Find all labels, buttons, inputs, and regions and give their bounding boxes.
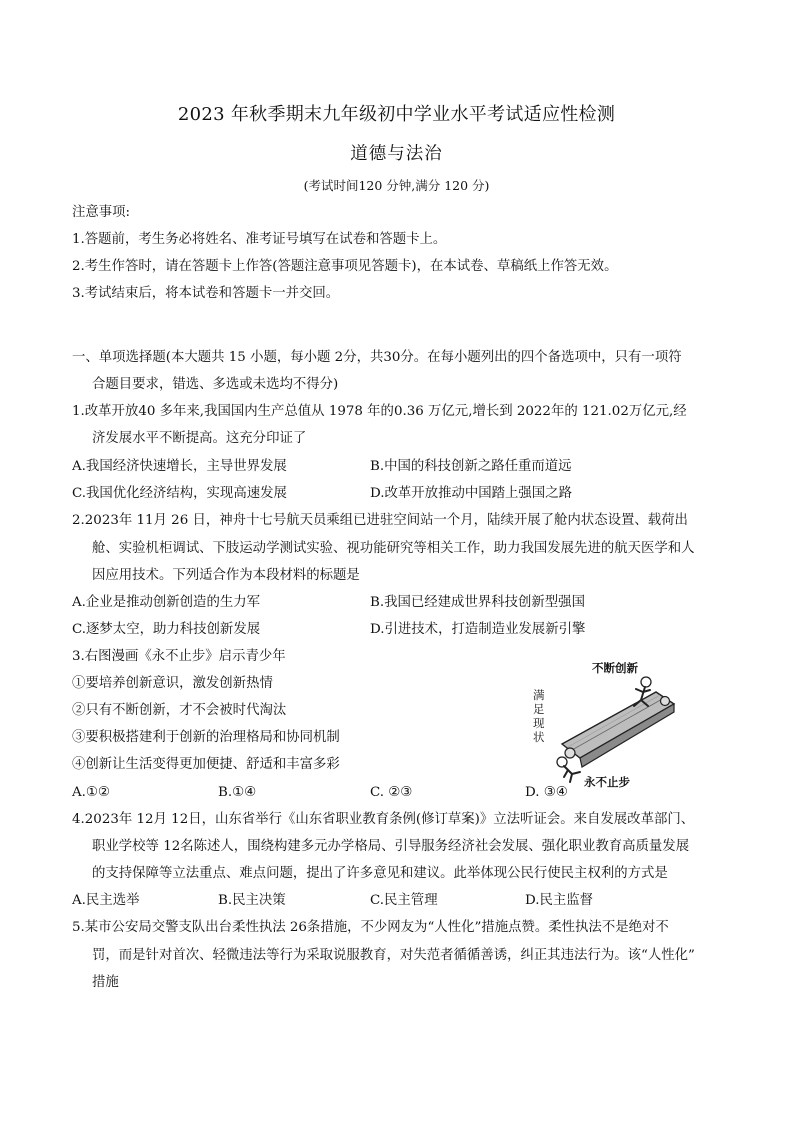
exam-info: (考试时间120 分钟,满分 120 分) <box>303 178 490 193</box>
q2-option-b: B.我国已经建成世界科技创新型强国 <box>370 595 585 610</box>
treadmill-illustration <box>528 656 678 792</box>
note-item: 3.考试结束后，将本试卷和答题卡一并交回。 <box>72 286 340 301</box>
side-caption-char: 状 <box>533 730 545 744</box>
q3-statement: ①要培养创新意识，激发创新热情 <box>72 676 273 691</box>
q5-stem: 措施 <box>92 975 119 990</box>
q2-option-d: D.引进技术，打造制造业发展新引擎 <box>370 622 586 637</box>
q4-option-b: B.民主决策 <box>218 893 286 908</box>
q5-stem: 5.某市公安局交警支队出台柔性执法 26条措施，不少网友为“人性化”措施点赞。柔性执法不是绝对不 <box>72 920 669 935</box>
q4-stem: 4.2023年 12月 12日，山东省举行《山东省职业教育条例(修订草案)》立法听证会。来自发展改革部门、 <box>72 812 695 827</box>
q1-stem: 济发展水平不断提高。这充分印证了 <box>92 431 307 446</box>
q5-stem: 罚，而是针对首次、轻微违法等行为采取说服教育，对失范者循循善诱，纠正其违法行为。该“人性化” <box>92 948 695 963</box>
q3-statement: ④创新让生活变得更加便捷、舒适和丰富多彩 <box>72 757 340 772</box>
cartoon-caption-side <box>533 688 547 744</box>
q3-option-c: C. ②③ <box>370 785 413 800</box>
subject-title: 道德与法治 <box>350 144 443 164</box>
side-caption-char: 足 <box>533 702 545 716</box>
q3-option-d: D. ③④ <box>525 785 568 800</box>
q3-stem: 3.右图漫画《永不止步》启示青少年 <box>72 649 286 664</box>
q1-option-d: D.改革开放推动中国踏上强国之路 <box>370 486 572 501</box>
q2-stem: 舱、实验机柜调试、下肢运动学测试实验、视功能研究等相关工作，助力我国发展先进的航天医学和人 <box>92 541 695 556</box>
q4-option-a: A.民主选举 <box>72 893 140 908</box>
cartoon-never-stop <box>528 656 678 792</box>
q4-option-c: C.民主管理 <box>370 893 438 908</box>
cartoon-caption-top: 不断创新 <box>592 661 638 675</box>
exam-title: 2023 年秋季期末九年级初中学业水平考试适应性检测 <box>177 104 616 125</box>
q3-option-a: A.①② <box>72 785 110 800</box>
note-item: 1.答题前，考生务必将姓名、准考证号填写在试卷和答题卡上。 <box>72 232 447 247</box>
side-caption-char: 满 <box>533 688 545 702</box>
note-item: 2.考生作答时，请在答题卡上作答(答题注意事项见答题卡)，在本试卷、草稿纸上作答无效。 <box>72 259 618 274</box>
q1-option-a: A.我国经济快速增长，主导世界发展 <box>72 459 287 474</box>
q2-option-c: C.逐梦太空，助力科技创新发展 <box>72 622 261 637</box>
q3-option-b: B.①④ <box>218 785 257 800</box>
q2-option-a: A.企业是推动创新创造的生力军 <box>72 595 261 610</box>
q3-statement: ③要积极搭建利于创新的治理格局和协同机制 <box>72 730 340 745</box>
section-intro: 一、单项选择题(本大题共 15 小题，每小题 2分，共30分。在每小题列出的四个备选项中，只有一项符 <box>72 350 682 365</box>
q1-stem: 1.改革开放40 多年来,我国国内生产总值从 1978 年的0.36 万亿元,增长到 2022年的 121.02万亿元,经 <box>72 404 687 419</box>
q1-option-b: B.中国的科技创新之路任重而道远 <box>370 459 572 474</box>
cartoon-caption-bottom: 永不止步 <box>584 775 630 789</box>
notes-heading: 注意事项: <box>72 205 131 220</box>
q4-stem: 的支持保障等立法重点、难点问题，提出了许多意见和建议。此举体现公民行使民主权利的方式是 <box>92 866 668 881</box>
q3-statement: ②只有不断创新，才不会被时代淘汰 <box>72 703 287 718</box>
q2-stem: 2.2023年 11月 26 日，神舟十七号航天员乘组已进驻空间站一个月，陆续开展了舱内状态设置、载荷出 <box>72 513 688 528</box>
section-intro: 合题目要求，错选、多选或未选均不得分) <box>92 377 339 392</box>
side-caption-char: 现 <box>533 716 545 730</box>
q4-stem: 职业学校等 12名陈述人，围绕构建多元办学格局、引导服务经济社会发展、强化职业教育高质量发展 <box>92 839 690 854</box>
q4-option-d: D.民主监督 <box>525 893 594 908</box>
q2-stem: 因应用技术。下列适合作为本段材料的标题是 <box>92 568 360 583</box>
q1-option-c: C.我国优化经济结构，实现高速发展 <box>72 486 287 501</box>
